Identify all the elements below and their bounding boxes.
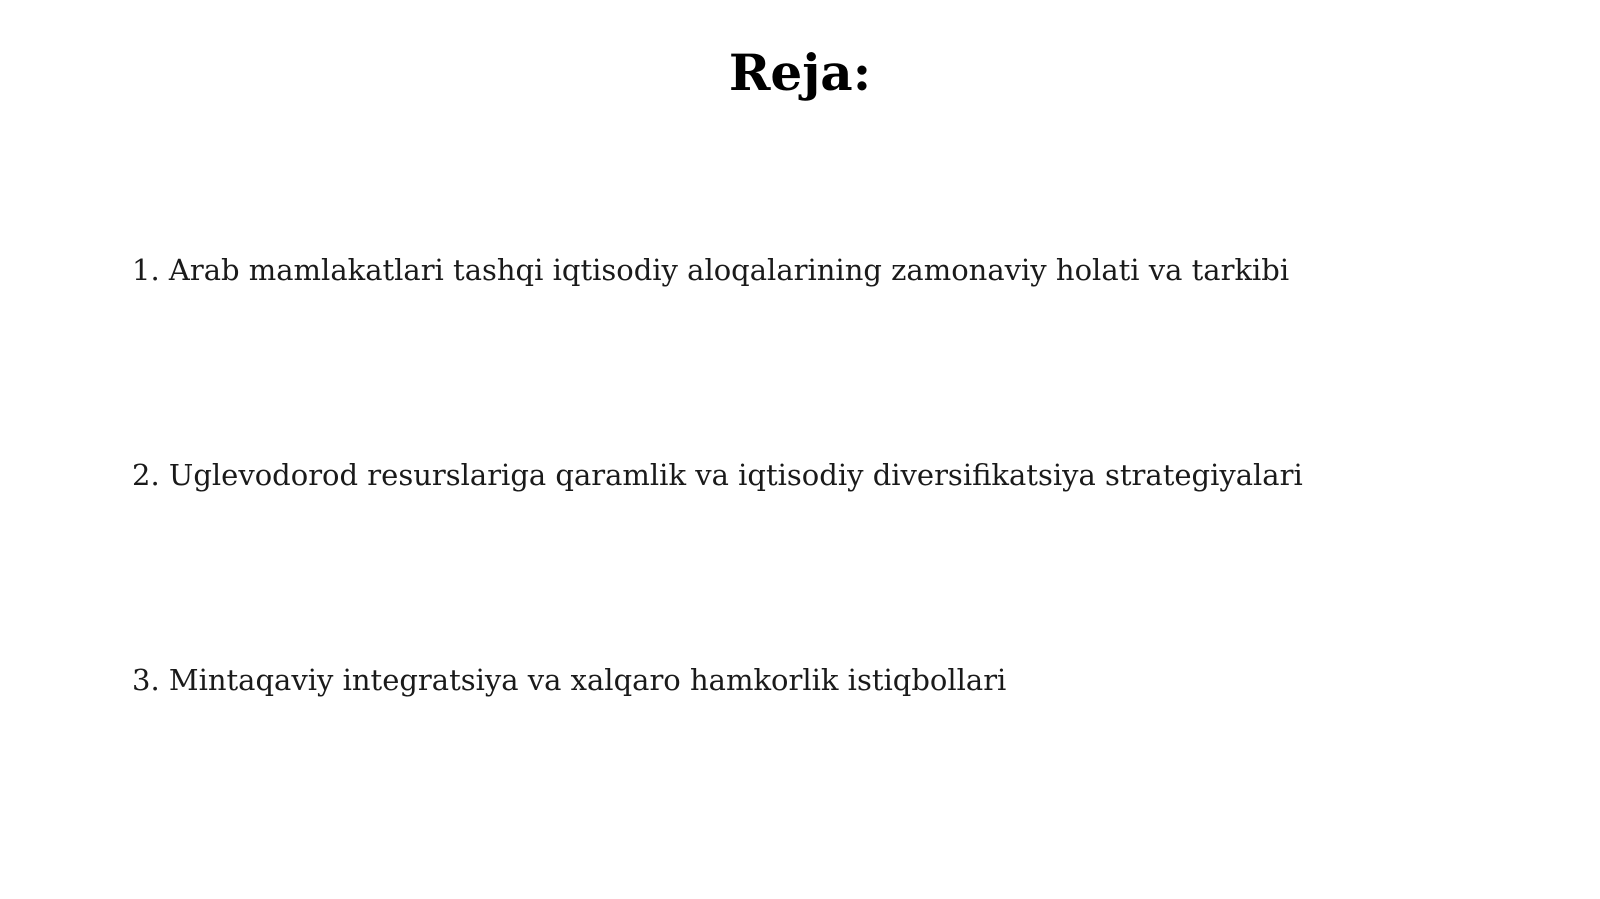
plan-item-2: 2. Uglevodorod resurslariga qaramlik va iqtisodiy diversifikatsiya strategiyalari xyxy=(132,458,1303,492)
slide-title: Reja: xyxy=(728,43,872,102)
plan-item-1: 1. Arab mamlakatlari tashqi iqtisodiy aloqalarining zamonaviy holati va tarkibi xyxy=(132,253,1290,287)
plan-item-3: 3. Mintaqaviy integratsiya va xalqaro hamkorlik istiqbollari xyxy=(132,663,1007,697)
